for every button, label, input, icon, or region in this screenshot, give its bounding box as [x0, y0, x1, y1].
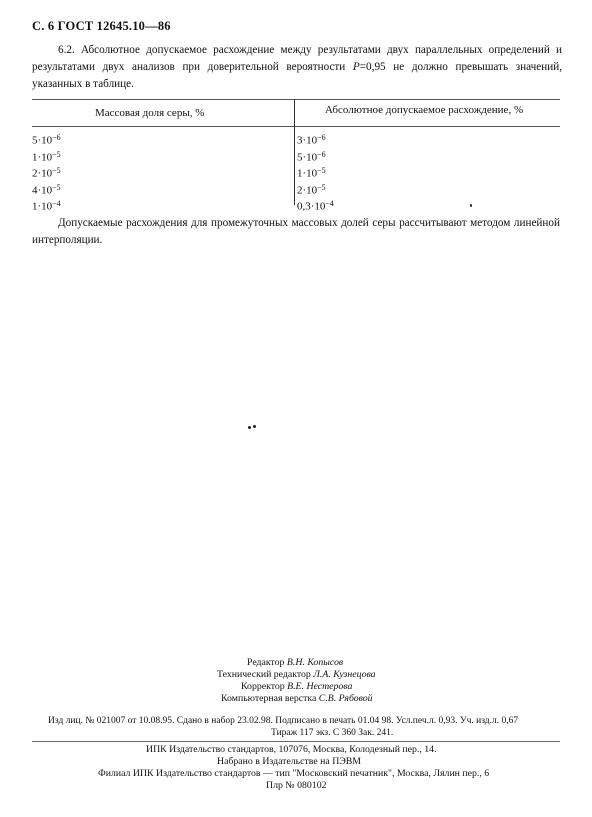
section-text: [32, 42, 562, 93]
column-header-mass: Массовая доля серы, %: [95, 107, 205, 119]
colophon-corrector: Корректор В.Е. Нестерова: [241, 681, 353, 692]
mass-column: [32, 131, 282, 214]
table-cell-mass: $1\cdot 10^{-4}$: [32, 199, 61, 213]
colophon-editor: Редактор В.Н. Копысов: [247, 657, 344, 668]
publisher-line-1: ИПК Издательство стандартов, 107076, Москва, Колодезный пер., 14.: [146, 744, 437, 755]
table-header-rule: [32, 126, 560, 127]
publisher-line-4: Плр № 080102: [266, 780, 327, 791]
table-cell-deviation: $5\cdot 10^{-6}$: [297, 149, 326, 164]
table-cell-mass: $5\cdot 10^{-6}$: [32, 133, 61, 147]
section-text-part-b: =0,95 не должно превышать значений, указанных в таблице.: [32, 61, 562, 90]
scan-speck: [470, 204, 472, 207]
table-cell-deviation: $2\cdot 10^{-5}$: [297, 182, 326, 197]
section-number: 6.2.: [58, 44, 75, 56]
page-header: С. 6 ГОСТ 12645.10—86: [32, 19, 171, 33]
footer-rule: [32, 741, 560, 742]
table-cell-deviation: $0,3\cdot 10^{-4}$: [297, 199, 334, 213]
imprint-line-1: Изд лиц. № 021007 от 10.08.95. Сдано в набор 23.02.98. Подписано в печать 01.04 98. Усл.печ.л. 0,93. Уч. изд.л. 0,67: [48, 716, 519, 726]
section-paragraph: [32, 42, 562, 93]
table-cell-mass: $2\cdot 10^{-5}$: [32, 166, 61, 180]
probability-symbol: P: [352, 61, 360, 73]
colophon-tech-editor: Технический редактор Л.А. Кузнецова: [217, 669, 376, 680]
colophon-layout: Компьютерная верстка С.В. Рябовой: [221, 693, 373, 704]
interpolation-note: Допускаемые расхождения для промежуточных массовых долей серы рассчитывают методом линейной интерполяции.: [32, 217, 560, 246]
publisher-line-2: Набрано в Издательстве на ПЭВМ: [217, 756, 361, 767]
deviation-column: [297, 131, 547, 214]
table-cell-deviation: $1\cdot 10^{-5}$: [297, 166, 326, 180]
column-header-deviation: Абсолютное допускаемое расхождение, %: [325, 104, 524, 116]
table-cell-deviation: $3\cdot 10^{-6}$: [297, 133, 326, 147]
table-cell-mass: $4\cdot 10^{-5}$: [32, 182, 61, 197]
section-text-part-a: Абсолютное допускаемое расхождение между результатами двух параллельных определений и результатами двух анализов при доверительной вероятности: [32, 44, 563, 73]
scan-speck: [248, 426, 251, 429]
table-top-rule: [32, 99, 560, 100]
table-column-divider: [294, 99, 295, 205]
table-cell-mass: $1\cdot 10^{-5}$: [32, 149, 61, 164]
publisher-line-3: Филиал ИПК Издательство стандартов — тип "Московский печатник", Москва, Лялин пер., 6: [98, 768, 490, 779]
imprint-line-2: Тираж 117 экз. С 360 Зак. 241.: [271, 728, 394, 738]
scan-speck: [253, 425, 256, 428]
